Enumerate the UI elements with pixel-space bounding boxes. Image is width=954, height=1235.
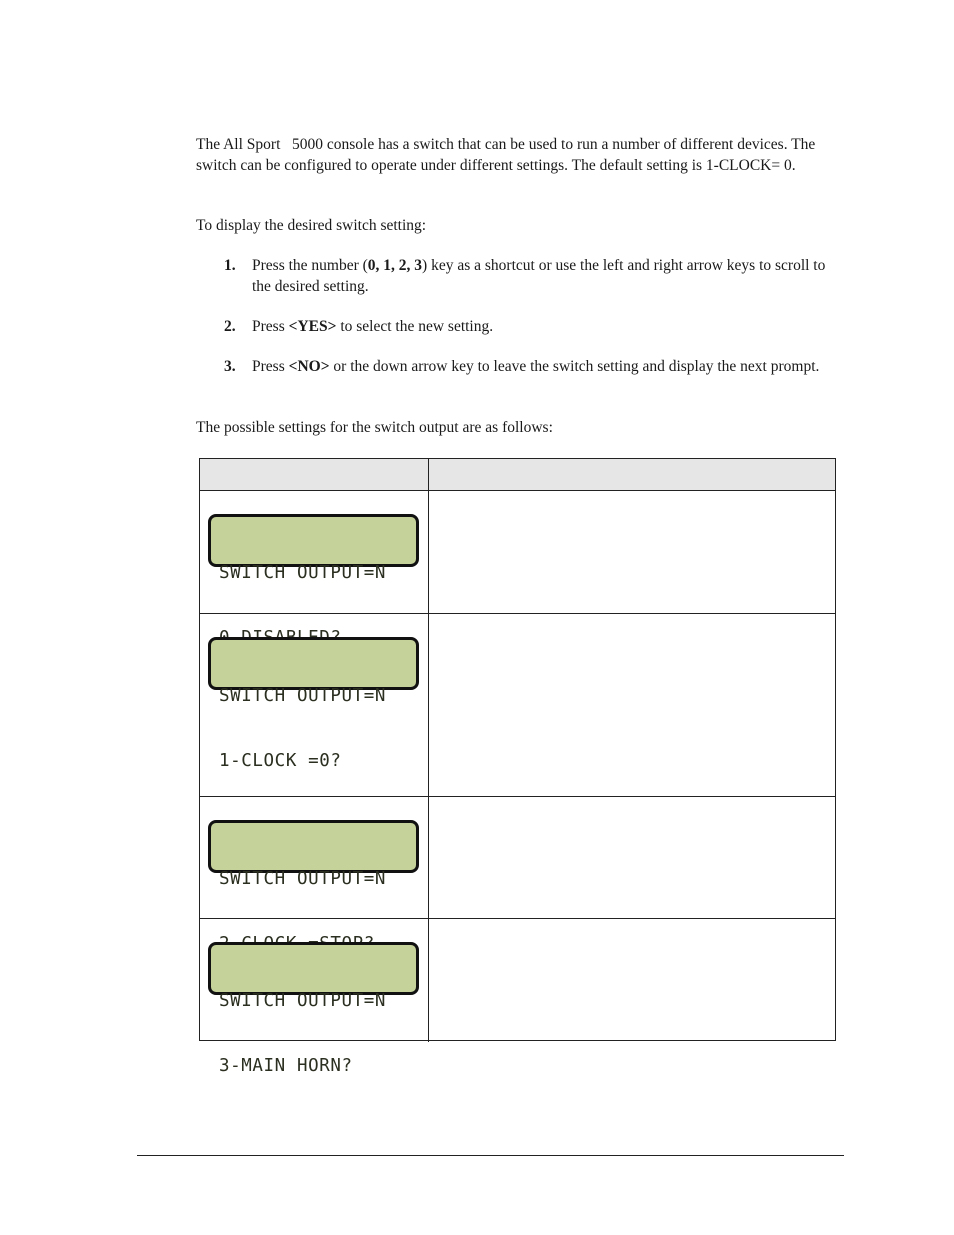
lcd-line-1: SWITCH OUTPUT=N <box>219 869 387 889</box>
footer-divider <box>137 1155 844 1156</box>
step-number: 1. <box>224 257 236 274</box>
lcd-display <box>208 942 419 1076</box>
table-cell <box>429 614 835 796</box>
step-text: Press <YES> to select the new setting. <box>252 318 494 335</box>
lcd-line-1: SWITCH OUTPUT=N <box>219 991 387 1011</box>
lcd-line-2: 3-MAIN HORN? <box>219 1055 353 1076</box>
table-header-cell <box>200 459 429 491</box>
key-list: 0, 1, 2, 3 <box>367 257 423 274</box>
no-key: <NO> <box>288 358 330 375</box>
table-cell <box>200 797 429 918</box>
lcd-display <box>208 637 419 771</box>
lcd-display <box>208 820 419 889</box>
lcd-line-1: SWITCH OUTPUT=N <box>219 563 387 583</box>
lcd-display <box>208 514 419 583</box>
table-row <box>200 797 835 919</box>
lcd-line-2: 1-CLOCK =0? <box>219 750 342 771</box>
intro-paragraph: The All Sport 5000 console has a switch that can be used to run a number of different devices. The switch can be configured to operate under different settings. The default setting is 1-CLOCK= 0. <box>196 136 816 174</box>
step-text: Press the number (0, 1, 2, 3) key as a shortcut or use the left and right arrow keys to scroll to the desired setting. <box>252 257 826 295</box>
settings-intro: The possible settings for the switch output are as follows: <box>196 419 553 436</box>
table-cell <box>200 614 429 796</box>
display-instruction: To display the desired switch setting: <box>196 217 427 234</box>
table-cell <box>200 491 429 613</box>
table-cell <box>429 491 835 613</box>
table-cell <box>429 797 835 918</box>
table-row <box>200 919 835 1076</box>
table-cell <box>429 919 835 1042</box>
table-cell <box>200 919 429 1076</box>
step-number: 3. <box>224 358 236 375</box>
lcd-line-1: SWITCH OUTPUT=N <box>219 686 387 706</box>
settings-table <box>199 458 836 1076</box>
table-header-cell <box>429 459 835 491</box>
step-text: Press <NO> or the down arrow key to leave the switch setting and display the next prompt. <box>252 358 820 375</box>
yes-key: <YES> <box>288 318 337 335</box>
table-row <box>200 491 835 614</box>
step-number: 2. <box>224 318 236 335</box>
table-row <box>200 614 835 797</box>
